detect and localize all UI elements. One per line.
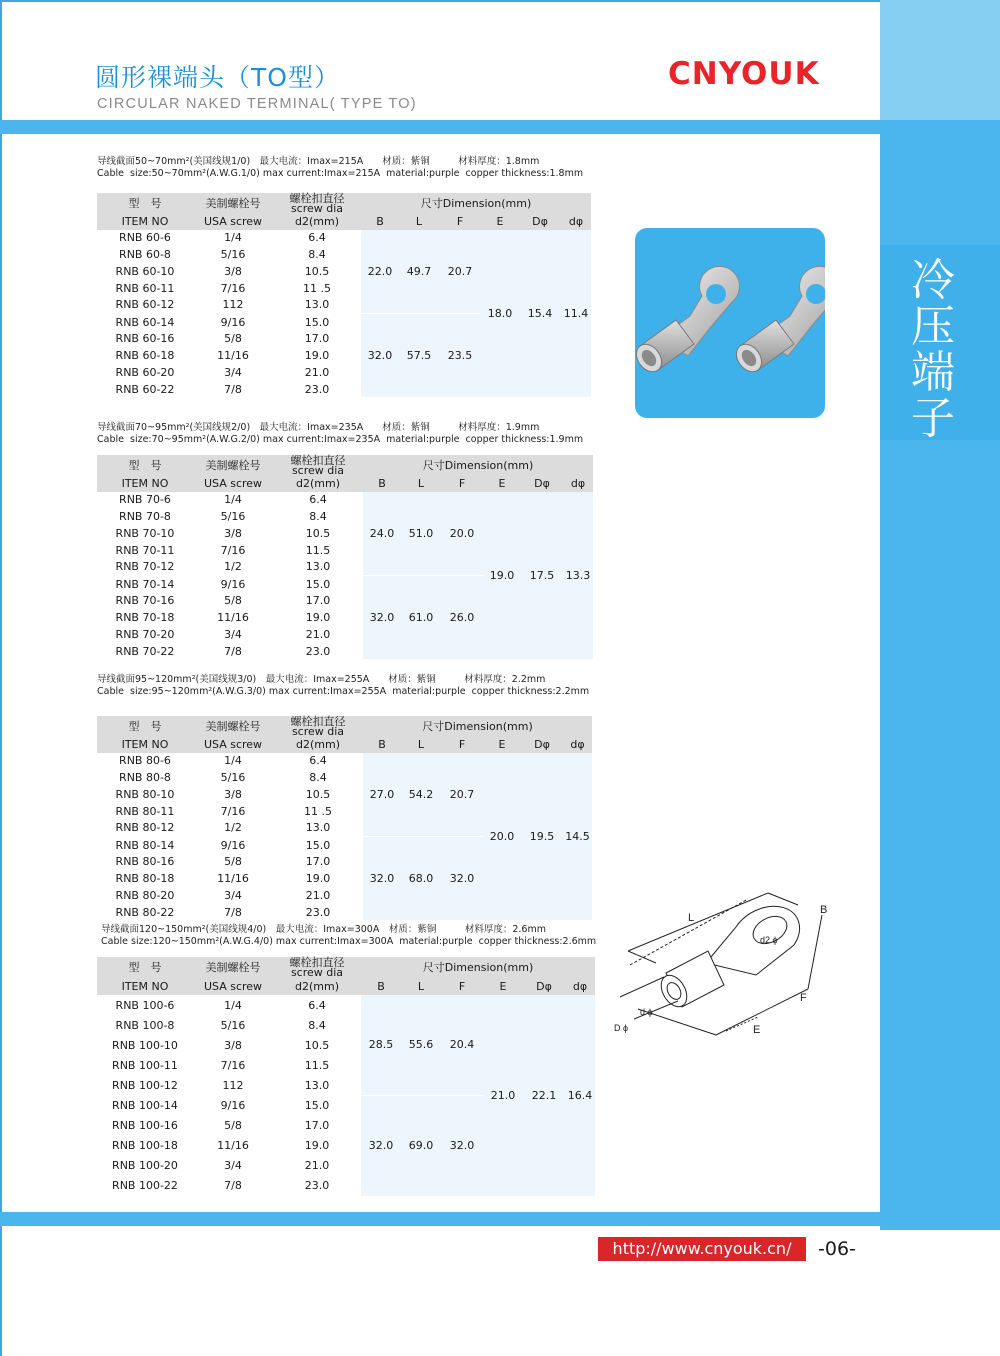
label-d: d ϕ [640,1007,653,1017]
dim-l: 61.0 [401,575,441,659]
spec-line-en: Cable size:95~120mm²(A.W.G.3/0) max current:Imax=255A material:purple copper thickness:2.2mm [97,686,590,697]
item-no: RNB 80-18 [97,870,193,887]
header-dia-unit: d2(mm) [295,979,339,993]
dim-l: 54.2 [401,753,441,837]
screw-dia: 6.4 [273,995,361,1015]
label-E: E [753,1024,761,1036]
screw-dia: 19.0 [273,347,361,364]
label-D: D ϕ [614,1023,629,1033]
screw-dia: 13.0 [273,1075,361,1095]
screw-dia: 15.0 [273,313,361,330]
usa-screw: 11/16 [193,1136,273,1156]
header-col-b: B [378,737,386,751]
right-sidebar-top [880,0,1000,120]
usa-screw: 9/16 [193,836,273,853]
screw-dia: 8.4 [273,1015,361,1035]
item-no: RNB 70-14 [97,575,193,592]
dim-D: 19.5 [521,753,563,921]
header-col-f: F [458,737,466,751]
header-col-l: L [417,476,425,490]
header-dia-en: screw dia [291,464,345,477]
header-col-d: Dφ [532,214,548,228]
screw-dia: 21.0 [273,887,363,904]
header-screw-en: USA screw [203,476,263,490]
dim-d: 14.5 [563,753,592,921]
usa-screw: 1/4 [193,995,273,1015]
screw-dia: 23.0 [273,1176,361,1196]
item-no: RNB 60-10 [97,263,193,280]
header-col-b: B [378,476,386,490]
spec-line-cn: 导线截面95~120mm²(美国线规3/0) 最大电流：Imax=255A 材质：紫铜 材料厚度：2.2mm [97,674,546,685]
dim-f: 32.0 [441,1095,483,1195]
header-col-b: B [376,214,384,228]
screw-dia: 10.5 [273,786,363,803]
product-photo [635,228,825,418]
spec-line-cn: 导线截面50~70mm²(美国线规1/0) 最大电流：Imax=215A 材质：紫铜 材料厚度：1.8mm [97,156,540,167]
header-col-f: F [456,214,464,228]
header-dia-cn: 螺栓扣直径 [290,454,346,467]
header-col-e: E [498,737,506,751]
usa-screw: 5/8 [193,330,273,347]
usa-screw: 3/4 [193,626,273,643]
header-dia [273,455,363,475]
usa-screw: 112 [193,297,273,314]
spec-line-en: Cable size:50~70mm²(A.W.G.1/0) max current:Imax=215A material:purple copper thickness:1.8mm [97,168,584,179]
dim-e: 21.0 [483,995,523,1196]
header-col-f: F [458,476,466,490]
item-no: RNB 60-20 [97,364,193,381]
usa-screw: 5/16 [193,769,273,786]
item-no: RNB 100-12 [97,1075,193,1095]
page-subtitle: CIRCULAR NAKED TERMINAL( TYPE TO) [97,96,417,112]
header-col-l: L [417,737,425,751]
screw-dia: 21.0 [273,626,363,643]
screw-dia: 19.0 [273,870,363,887]
dim-e: 20.0 [483,753,521,921]
spec-table [97,455,593,659]
screw-dia: 13.0 [273,559,363,576]
screw-dia: 8.4 [273,769,363,786]
usa-screw: 7/8 [193,1176,273,1196]
dim-D: 15.4 [519,230,561,398]
screw-dia: 23.0 [273,381,361,398]
top-border [0,0,1000,2]
screw-dia: 6.4 [273,230,361,247]
item-no: RNB 100-22 [97,1176,193,1196]
header-col-e: E [498,476,506,490]
dim-f: 20.0 [441,492,483,576]
header-model-en: ITEM NO [121,214,169,228]
screw-dia: 13.0 [273,297,361,314]
usa-screw: 11/16 [193,347,273,364]
item-no: RNB 80-10 [97,786,193,803]
dim-f: 20.7 [441,753,483,837]
item-no: RNB 60-8 [97,246,193,263]
header-model-cn: 型 号 [128,960,162,974]
item-no: RNB 100-16 [97,1116,193,1136]
dim-l: 57.5 [399,313,439,397]
usa-screw: 1/4 [193,492,273,509]
screw-dia: 11 .5 [273,803,363,820]
spec-table [97,957,595,1196]
header-col-e: E [499,979,507,993]
header-dia [273,957,361,977]
header-col-e: E [496,214,504,228]
dim-b: 28.5 [361,995,401,1095]
header-screw-cn: 美制螺栓号 [205,960,261,974]
screw-dia: 8.4 [273,246,361,263]
header-screw-en: USA screw [203,214,263,228]
dim-f: 23.5 [439,313,481,397]
dim-d: 16.4 [565,995,595,1196]
item-no: RNB 60-22 [97,381,193,398]
header-dia-unit: d2(mm) [296,476,340,490]
item-no: RNB 60-16 [97,330,193,347]
usa-screw: 1/2 [193,820,273,837]
usa-screw: 3/4 [193,1156,273,1176]
usa-screw: 5/8 [193,853,273,870]
header-screw-en: USA screw [203,979,263,993]
screw-dia: 8.4 [273,508,363,525]
header-dia-en: screw dia [291,725,345,738]
item-no: RNB 70-20 [97,626,193,643]
screw-dia: 17.0 [273,1116,361,1136]
screw-dia: 21.0 [273,364,361,381]
header-model-cn: 型 号 [128,196,162,210]
right-sidebar-band [880,0,1000,1230]
spec-line-en: Cable size:120~150mm²(A.W.G.4/0) max current:Imax=300A material:purple copper thickness:2.6mm [101,936,597,947]
usa-screw: 7/8 [193,381,273,398]
screw-dia: 11.5 [273,542,363,559]
item-no: RNB 70-16 [97,592,193,609]
screw-dia: 6.4 [273,753,363,770]
item-no: RNB 60-11 [97,280,193,297]
brand-logo: CNYOUK [668,56,820,92]
dim-f: 20.7 [439,230,481,314]
terminal-drawing-icon [608,885,873,1045]
header-dia-cn: 螺栓扣直径 [290,715,346,728]
spec-line-cn: 导线截面70~95mm²(美国线规2/0) 最大电流：Imax=235A 材质：紫铜 材料厚度：1.9mm [97,422,540,433]
screw-dia: 19.0 [273,609,363,626]
header-dia-en: screw dia [290,202,344,215]
dim-e: 19.0 [483,492,521,660]
item-no: RNB 80-12 [97,820,193,837]
item-no: RNB 80-6 [97,753,193,770]
screw-dia: 17.0 [273,330,361,347]
dim-l: 49.7 [399,230,439,314]
item-no: RNB 80-22 [97,904,193,921]
item-no: RNB 60-18 [97,347,193,364]
item-no: RNB 60-12 [97,297,193,314]
header-col-f: F [458,979,466,993]
usa-screw: 7/16 [193,280,273,297]
item-no: RNB 100-18 [97,1136,193,1156]
usa-screw: 9/16 [193,1095,273,1115]
screw-dia: 17.0 [273,592,363,609]
usa-screw: 7/8 [193,904,273,921]
header-dimension: 尺寸Dimension(mm) [422,960,534,974]
spec-table [97,716,592,920]
dim-f: 26.0 [441,575,483,659]
header-model-cn: 型 号 [128,719,162,733]
item-no: RNB 60-14 [97,313,193,330]
usa-screw: 3/8 [193,786,273,803]
dim-l: 55.6 [401,995,441,1095]
usa-screw: 5/16 [193,1015,273,1035]
usa-screw: 5/16 [193,508,273,525]
item-no: RNB 100-11 [97,1055,193,1075]
spec-line-en: Cable size:70~95mm²(A.W.G.2/0) max current:Imax=235A material:purple copper thickness:1.9mm [97,434,584,445]
screw-dia: 10.5 [273,525,363,542]
header-dia-unit: d2(mm) [295,214,339,228]
item-no: RNB 70-18 [97,609,193,626]
header-model-cn: 型 号 [128,458,162,472]
screw-dia: 11 .5 [273,280,361,297]
usa-screw: 3/4 [193,364,273,381]
header-dimension: 尺寸Dimension(mm) [420,196,532,210]
item-no: RNB 70-11 [97,542,193,559]
item-no: RNB 70-22 [97,643,193,660]
page-number: -06- [818,1238,856,1260]
usa-screw: 3/4 [193,887,273,904]
screw-dia: 21.0 [273,1156,361,1176]
header-col-l: L [415,214,423,228]
header-dia-cn: 螺栓扣直径 [289,192,345,205]
screw-dia: 10.5 [273,263,361,280]
dim-e: 18.0 [481,230,519,398]
dim-d: 13.3 [563,492,593,660]
usa-screw: 9/16 [193,575,273,592]
item-no: RNB 80-8 [97,769,193,786]
dim-b: 22.0 [361,230,399,314]
header-dia [273,716,363,736]
item-no: RNB 100-14 [97,1095,193,1115]
item-no: RNB 80-16 [97,853,193,870]
header-col-b: B [377,979,385,993]
label-d2: d2 ϕ [760,935,778,945]
screw-dia: 15.0 [273,836,363,853]
header-model-en: ITEM NO [121,979,169,993]
usa-screw: 1/2 [193,559,273,576]
item-no: RNB 100-6 [97,995,193,1015]
dim-d: 11.4 [561,230,591,398]
usa-screw: 7/16 [193,542,273,559]
dim-b: 32.0 [361,313,399,397]
screw-dia: 23.0 [273,643,363,660]
item-no: RNB 70-8 [97,508,193,525]
usa-screw: 7/8 [193,643,273,660]
footer-divider [0,1212,880,1226]
header-col-dd: dφ [572,979,588,993]
dim-l: 51.0 [401,492,441,576]
header-dia-cn: 螺栓扣直径 [289,956,345,969]
usa-screw: 5/16 [193,246,273,263]
dim-l: 68.0 [401,836,441,920]
item-no: RNB 80-14 [97,836,193,853]
ring-terminal-photo-icon [635,228,825,418]
dim-b: 27.0 [363,753,401,837]
header-model-en: ITEM NO [121,737,169,751]
usa-screw: 7/16 [193,803,273,820]
usa-screw: 5/8 [193,592,273,609]
screw-dia: 10.5 [273,1035,361,1055]
header-col-dd: dφ [570,476,586,490]
dim-D: 22.1 [523,995,565,1196]
header-screw-cn: 美制螺栓号 [205,719,261,733]
page-title: 圆形裸端头（TO型） [95,63,340,92]
spec-line-cn: 导线截面120~150mm²(美国线规4/0) 最大电流：Imax=300A 材质：紫铜 材料厚度：2.6mm [101,924,546,935]
header-dimension: 尺寸Dimension(mm) [422,458,534,472]
usa-screw: 1/4 [193,230,273,247]
header-dimension: 尺寸Dimension(mm) [422,719,533,733]
header-col-d: Dφ [534,737,550,751]
header-divider [0,120,880,134]
dim-b: 32.0 [361,1095,401,1195]
header-col-dd: dφ [568,214,584,228]
screw-dia: 19.0 [273,1136,361,1156]
header-col-d: Dφ [534,476,550,490]
dim-b: 32.0 [363,836,401,920]
item-no: RNB 60-6 [97,230,193,247]
item-no: RNB 80-20 [97,887,193,904]
dimension-diagram [608,885,873,1045]
header-screw-cn: 美制螺栓号 [205,458,261,472]
usa-screw: 3/8 [193,525,273,542]
header-col-d: Dφ [536,979,552,993]
usa-screw: 11/16 [193,870,273,887]
label-F: F [800,992,807,1004]
usa-screw: 3/8 [193,263,273,280]
item-no: RNB 70-12 [97,559,193,576]
header-dia-en: screw dia [290,966,344,979]
dim-f: 32.0 [441,836,483,920]
header-model-en: ITEM NO [121,476,169,490]
left-border [0,0,2,1356]
header-screw-cn: 美制螺栓号 [205,196,261,210]
screw-dia: 17.0 [273,853,363,870]
header-dia [273,193,361,213]
screw-dia: 15.0 [273,575,363,592]
usa-screw: 11/16 [193,609,273,626]
header-dia-unit: d2(mm) [296,737,340,751]
usa-screw: 1/4 [193,753,273,770]
item-no: RNB 100-20 [97,1156,193,1176]
usa-screw: 9/16 [193,313,273,330]
usa-screw: 112 [193,1075,273,1095]
dim-l: 69.0 [401,1095,441,1195]
label-L: L [688,912,695,924]
screw-dia: 13.0 [273,820,363,837]
header-col-dd: dφ [570,737,585,751]
dim-D: 17.5 [521,492,563,660]
screw-dia: 23.0 [273,904,363,921]
website-link[interactable]: http://www.cnyouk.cn/ [598,1237,806,1261]
item-no: RNB 100-8 [97,1015,193,1035]
dim-b: 32.0 [363,575,401,659]
usa-screw: 5/8 [193,1116,273,1136]
usa-screw: 7/16 [193,1055,273,1075]
header-screw-en: USA screw [203,737,263,751]
item-no: RNB 80-11 [97,803,193,820]
spec-table [97,193,591,397]
item-no: RNB 70-10 [97,525,193,542]
item-no: RNB 70-6 [97,492,193,509]
item-no: RNB 100-10 [97,1035,193,1055]
screw-dia: 11.5 [273,1055,361,1075]
label-B: B [820,904,828,916]
screw-dia: 15.0 [273,1095,361,1115]
dim-f: 20.4 [441,995,483,1095]
dim-b: 24.0 [363,492,401,576]
side-tab-label: 冷压端子 [911,255,955,444]
usa-screw: 3/8 [193,1035,273,1055]
screw-dia: 6.4 [273,492,363,509]
header-col-l: L [417,979,425,993]
